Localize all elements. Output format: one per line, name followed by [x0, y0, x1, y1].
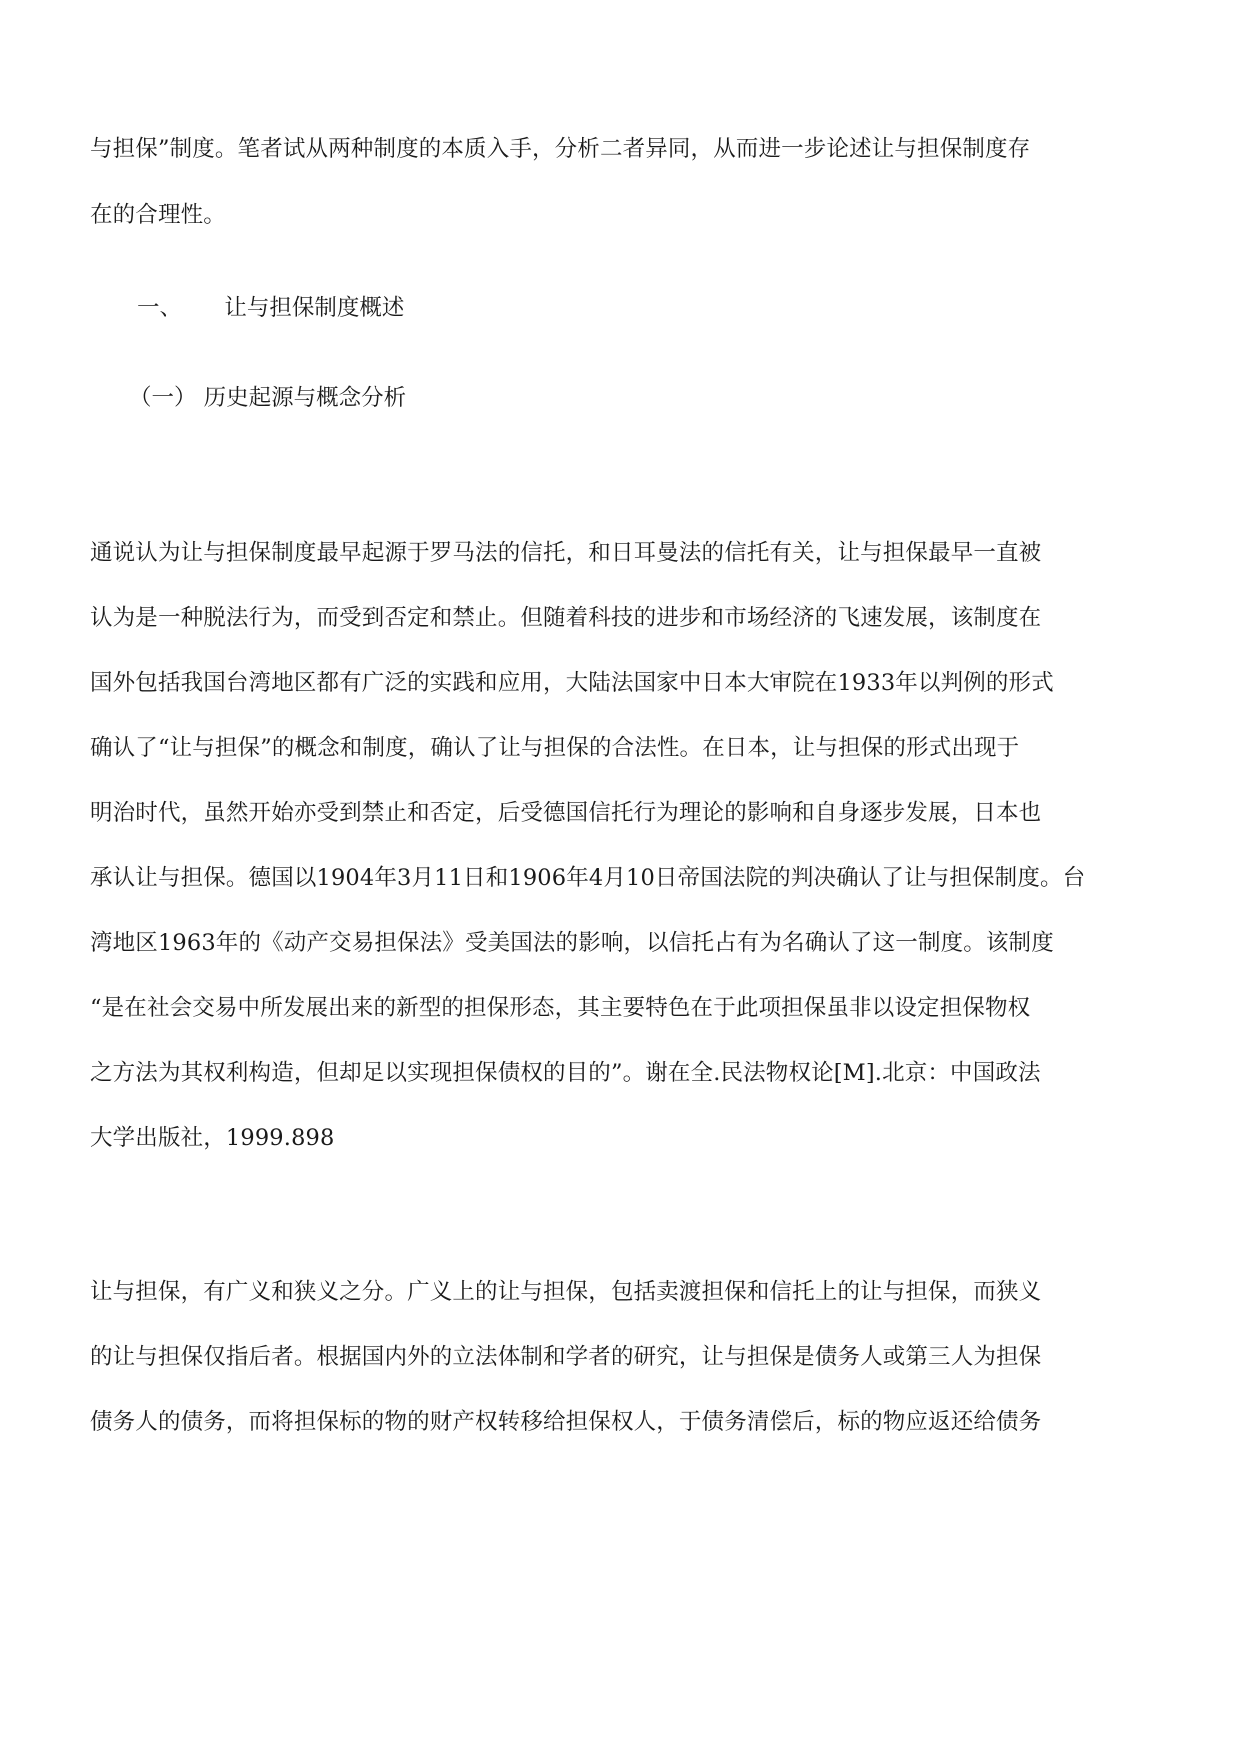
- section-heading-title: 让与担保制度概述: [224, 295, 405, 321]
- paragraph-history-line: 承认让与担保。德国以1904年3月11日和1906年4月10日帝国法院的判决确认了让与担保制度。台: [90, 865, 1086, 891]
- subsection-heading-title: 历史起源与概念分析: [203, 385, 407, 411]
- paragraph-history-line: 认为是一种脱法行为，而受到否定和禁止。但随着科技的进步和市场经济的飞速发展，该制度在: [90, 605, 1042, 631]
- paragraph-history-line: 湾地区1963年的《动产交易担保法》受美国法的影响，以信托占有为名确认了这一制度。该制度: [90, 930, 1054, 956]
- paragraph-intro-line: 与担保”制度。笔者试从两种制度的本质入手，分析二者异同，从而进一步论述让与担保制度存: [90, 136, 1031, 162]
- paragraph-history-line: “是在社会交易中所发展出来的新型的担保形态，其主要特色在于此项担保虽非以设定担保物权: [90, 995, 1031, 1021]
- paragraph-history-line: 国外包括我国台湾地区都有广泛的实践和应用，大陆法国家中日本大审院在1933年以判例的形式: [90, 670, 1054, 696]
- paragraph-history-line: 明治时代，虽然开始亦受到禁止和否定，后受德国信托行为理论的影响和自身逐步发展，日本也: [90, 800, 1042, 826]
- paragraph-history-line: 确认了“让与担保”的概念和制度，确认了让与担保的合法性。在日本，让与担保的形式出现于: [90, 735, 1020, 761]
- section-heading-number: 一、: [137, 295, 183, 321]
- paragraph-intro-line: 在的合理性。: [90, 202, 226, 228]
- paragraph-concept-line: 债务人的债务，而将担保标的物的财产权转移给担保权人，于债务清偿后，标的物应返还给债务: [90, 1409, 1042, 1435]
- paragraph-concept-line: 的让与担保仅指后者。根据国内外的立法体制和学者的研究，让与担保是债务人或第三人为担保: [90, 1344, 1042, 1370]
- paragraph-history-line: 大学出版社，1999.898: [90, 1125, 335, 1151]
- paragraph-concept-line: 让与担保，有广义和狭义之分。广义上的让与担保，包括卖渡担保和信托上的让与担保，而狭义: [90, 1279, 1042, 1305]
- paragraph-history-line: 之方法为其权利构造，但却足以实现担保债权的目的”。谢在全.民法物权论[M].北京：中国政法: [90, 1060, 1041, 1086]
- subsection-heading-number: （一）: [129, 385, 197, 411]
- subsection-heading: [129, 383, 406, 413]
- section-heading: [137, 293, 404, 323]
- paragraph-history-line: 通说认为让与担保制度最早起源于罗马法的信托，和日耳曼法的信托有关，让与担保最早一直被: [90, 540, 1042, 566]
